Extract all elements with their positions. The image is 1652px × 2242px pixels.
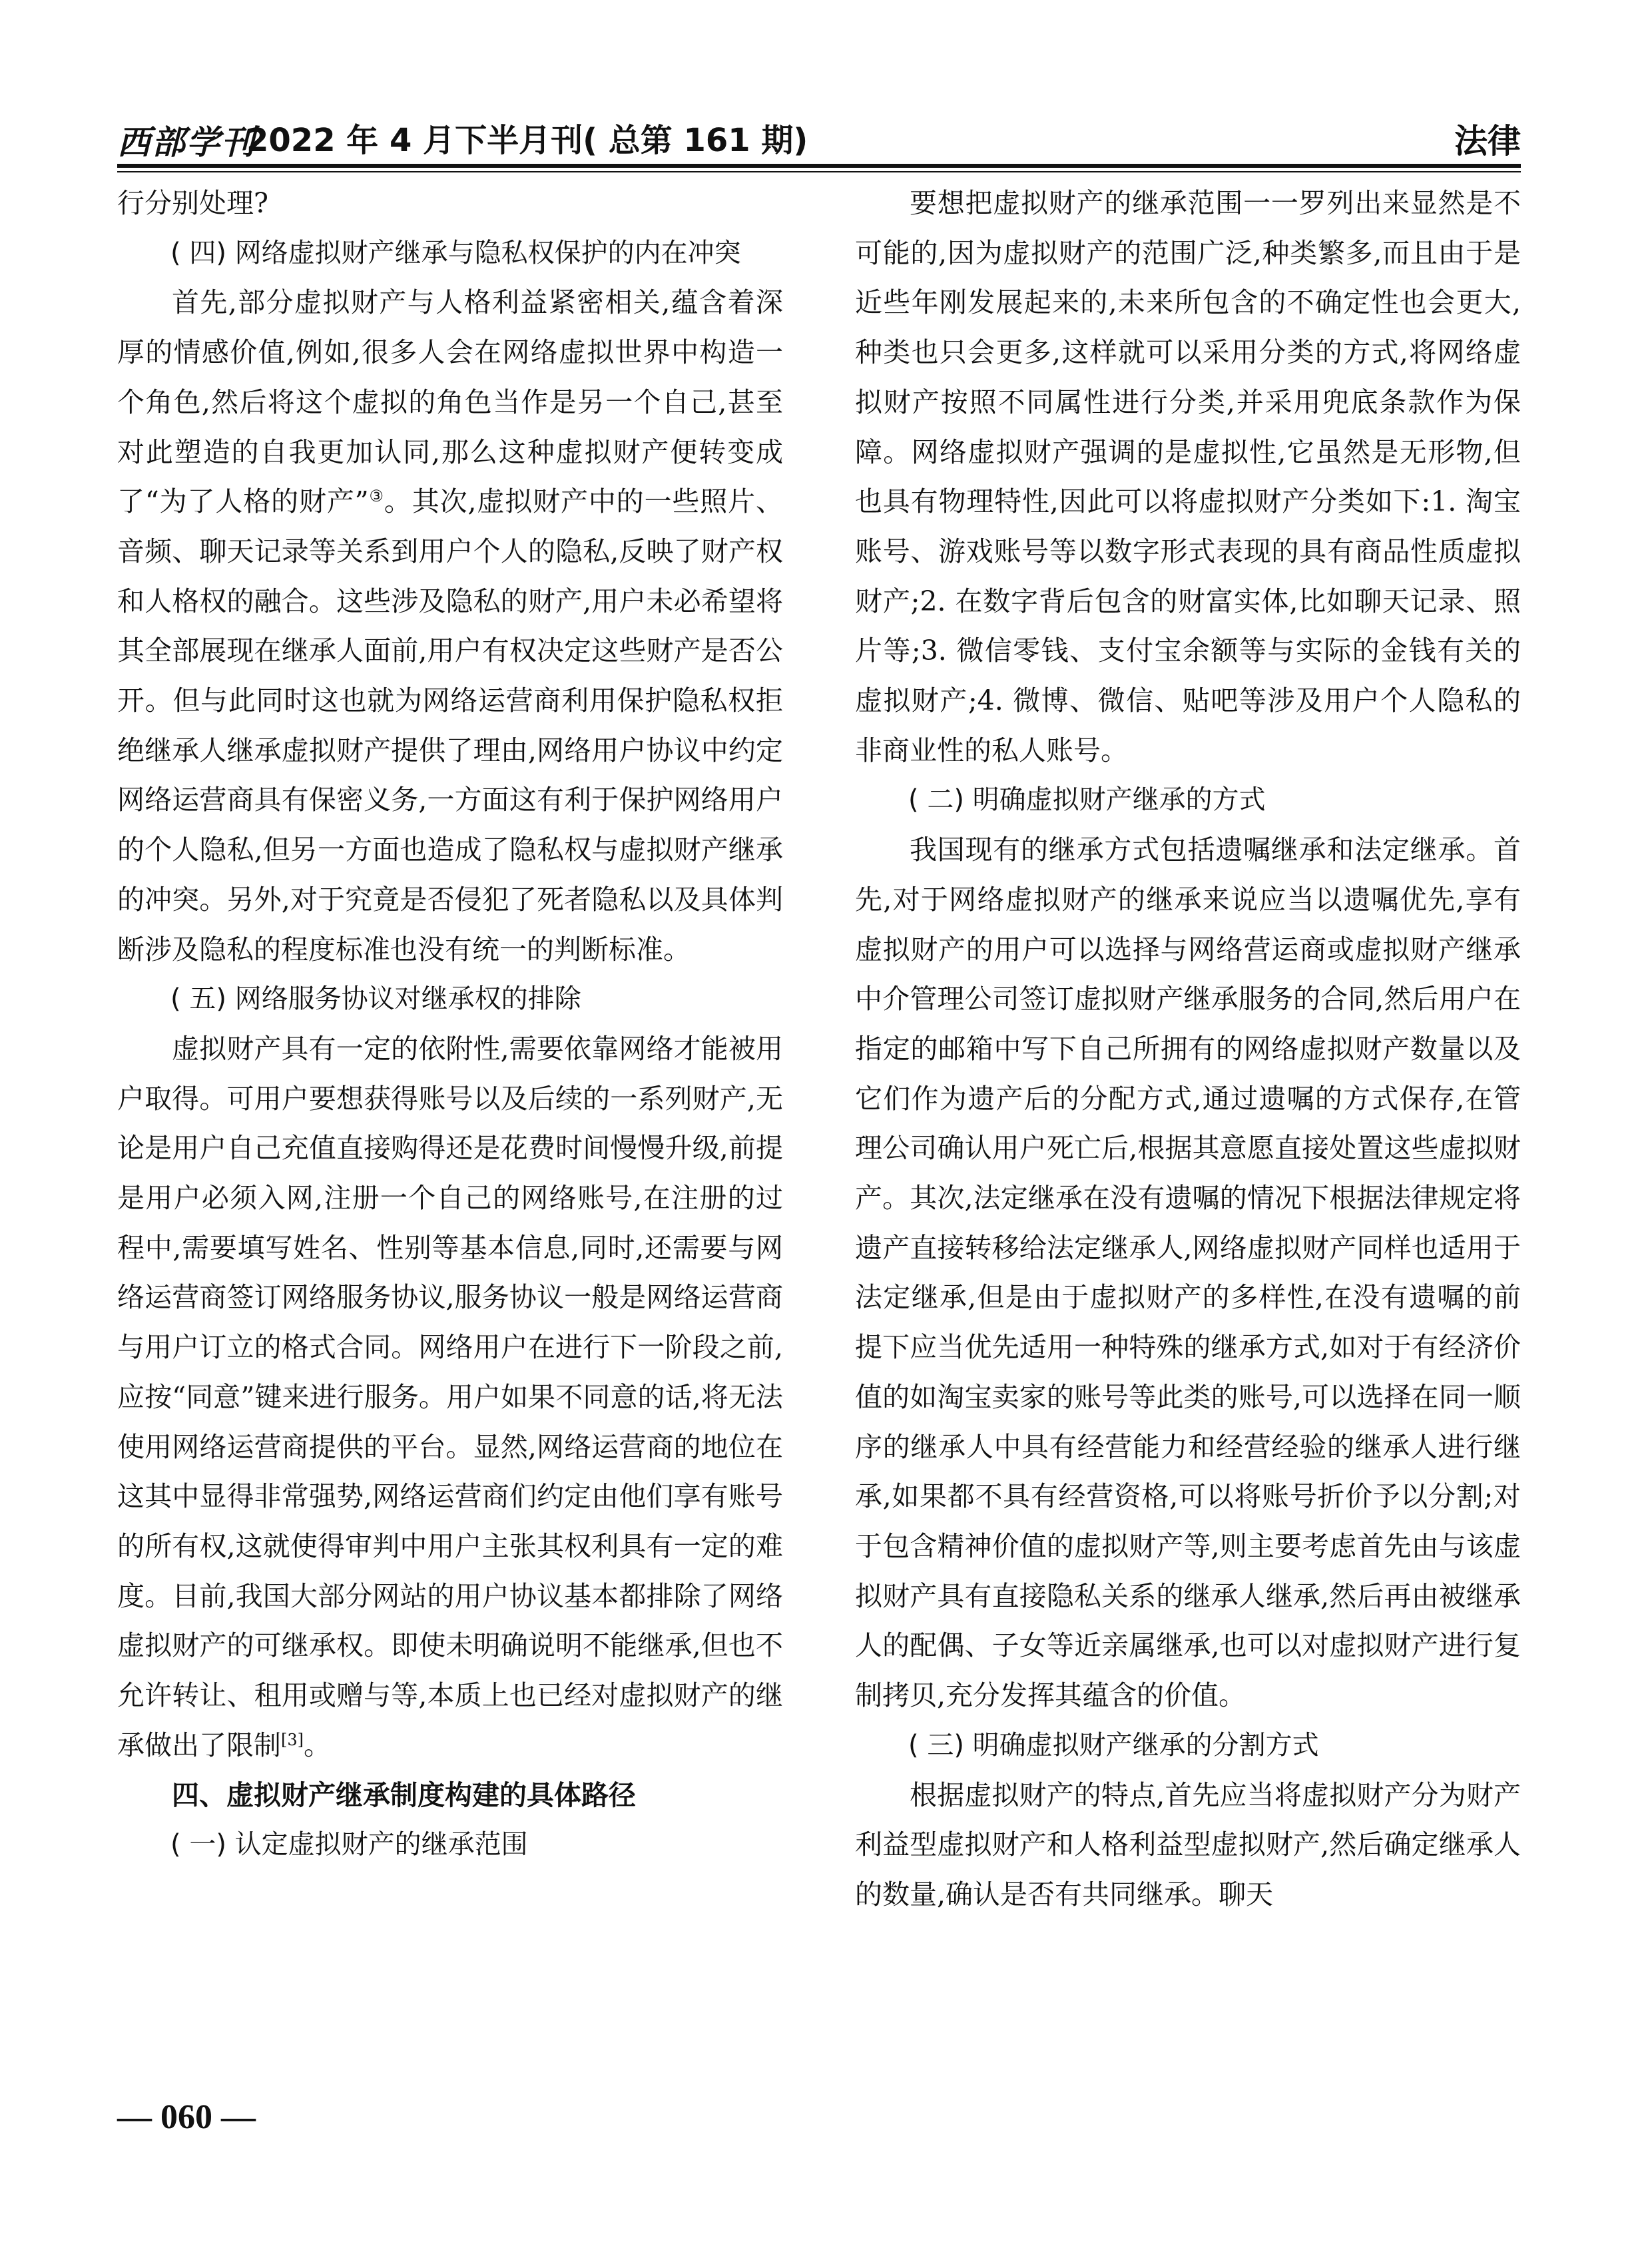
paragraph: 我国现有的继承方式包括遗嘱继承和法定继承。首先,对于网络虚拟财产的继承来说应当以遗嘱优先,享有虚拟财产的用户可以选择与网络营运商或虚拟财产继承中介管理公司签订虚拟财产继承服务的合同,然后用户在指定的邮箱中写下自己所拥有的网络虚拟财产数量以及它们作为遗产后的分配方式,通过遗嘱的方式保存,在管理公司确认用户死亡后,根据其意愿直接处置这些虚拟财产。其次,法定继承在没有遗嘱的情况下根据法律规定将遗产直接转移给法定继承人,网络虚拟财产同样也适用于法定继承,但是由于虚拟财产的多样性,在没有遗嘱的前提下应当优先适用一种特殊的继承方式,如对于有经济价值的如淘宝卖家的账号等此类的账号,可以选择在同一顺序的继承人中具有经营能力和经营经验的继承人进行继承,如果都不具有经营资格,可以将账号折价予以分割;对于包含精神价值的虚拟财产等,则主要考虑首先由与该虚拟财产具有直接隐私关系的继承人继承,然后再由被继承人的配偶、子女等近亲属继承,也可以对虚拟财产进行复制拷贝,充分发挥其蕴含的价值。 bbox=[855, 834, 1521, 1712]
section-heading: 四、虚拟财产继承制度构建的具体路径 bbox=[172, 1779, 636, 1811]
section-title: 法律 bbox=[1454, 122, 1521, 160]
subsection-heading: ( 三) 明确虚拟财产继承的分割方式 bbox=[908, 1729, 1319, 1761]
left-column bbox=[117, 178, 783, 1870]
subsection-heading: ( 二) 明确虚拟财产继承的方式 bbox=[908, 784, 1266, 816]
citation-marker: [3] bbox=[281, 1730, 304, 1749]
subsection-heading: ( 五) 网络服务协议对继承权的排除 bbox=[170, 983, 581, 1015]
header-rule-thin bbox=[117, 171, 1521, 172]
right-column bbox=[855, 178, 1521, 1920]
subsection-heading: ( 一) 认定虚拟财产的继承范围 bbox=[170, 1829, 528, 1860]
issue-info: 2022 年 4 月下半月刊( 总第 161 期) bbox=[246, 122, 808, 159]
subsection-heading: ( 四) 网络虚拟财产继承与隐私权保护的内在冲突 bbox=[170, 237, 741, 268]
paragraph: 行分别处理? bbox=[117, 187, 268, 219]
paragraph: 根据虚拟财产的特点,首先应当将虚拟财产分为财产利益型虚拟财产和人格利益型虚拟财产,然后确定继承人的数量,确认是否有共同继承。聊天 bbox=[855, 1779, 1521, 1910]
paragraph: 虚拟财产具有一定的依附性,需要依靠网络才能被用户取得。可用户要想获得账号以及后续的一系列财产,无论是用户自己充值直接购得还是花费时间慢慢升级,前提是用户必须入网,注册一个自己的网络账号,在注册的过程中,需要填写姓名、性别等基本信息,同时,还需要与网络运营商签订网络服务协议,服务协议一般是网络运营商与用户订立的格式合同。网络用户在进行下一阶段之前,应按“同意”键来进行服务。用户如果不同意的话,将无法使用网络运营商提供的平台。显然,网络运营商的地位在这其中显得非常强势,网络运营商们约定由他们享有账号的所有权,这就使得审判中用户主张其权利具有一定的难度。目前,我国大部分网站的用户协议基本都排除了网络虚拟财产的可继承权。即使未明确说明不能继承,但也不允许转让、租用或赠与等,本质上也已经对虚拟财产的继承做出了限制[3]。 bbox=[117, 1032, 783, 1761]
journal-logo: 西部学刊 bbox=[117, 123, 256, 162]
paragraph: 要想把虚拟财产的继承范围一一罗列出来显然是不可能的,因为虚拟财产的范围广泛,种类繁多,而且由于是近些年刚发展起来的,未来所包含的不确定性也会更大,种类也只会更多,这样就可以采用分类的方式,将网络虚拟财产按照不同属性进行分类,并采用兜底条款作为保障。网络虚拟财产强调的是虚拟性,它虽然是无形物,但也具有物理特性,因此可以将虚拟财产分类如下:1. 淘宝账号、游戏账号等以数字形式表现的具有商品性质虚拟财产;2. 在数字背后包含的财富实体,比如聊天记录、照片等;3. 微信零钱、支付宝余额等与实际的金钱有关的虚拟财产;4. 微博、微信、贴吧等涉及用户个人隐私的非商业性的私人账号。 bbox=[855, 187, 1521, 766]
footnote-marker: ③ bbox=[368, 487, 384, 506]
page-number: — 060 — bbox=[117, 2098, 256, 2136]
running-header bbox=[117, 113, 1521, 160]
header-rule-thick bbox=[117, 164, 1521, 168]
paragraph: 首先,部分虚拟财产与人格利益紧密相关,蕴含着深厚的情感价值,例如,很多人会在网络虚拟世界中构造一个角色,然后将这个虚拟的角色当作是另一个自己,甚至对此塑造的自我更加认同,那么这种虚拟财产便转变成了“为了人格的财产”③。其次,虚拟财产中的一些照片、音频、聊天记录等关系到用户个人的隐私,反映了财产权和人格权的融合。这些涉及隐私的财产,用户未必希望将其全部展现在继承人面前,用户有权决定这些财产是否公开。但与此同时这也就为网络运营商利用保护隐私权拒绝继承人继承虚拟财产提供了理由,网络用户协议中约定网络运营商具有保密义务,一方面这有利于保护网络用户的个人隐私,但另一方面也造成了隐私权与虚拟财产继承的冲突。另外,对于究竟是否侵犯了死者隐私以及具体判断涉及隐私的程度标准也没有统一的判断标准。 bbox=[117, 286, 784, 966]
